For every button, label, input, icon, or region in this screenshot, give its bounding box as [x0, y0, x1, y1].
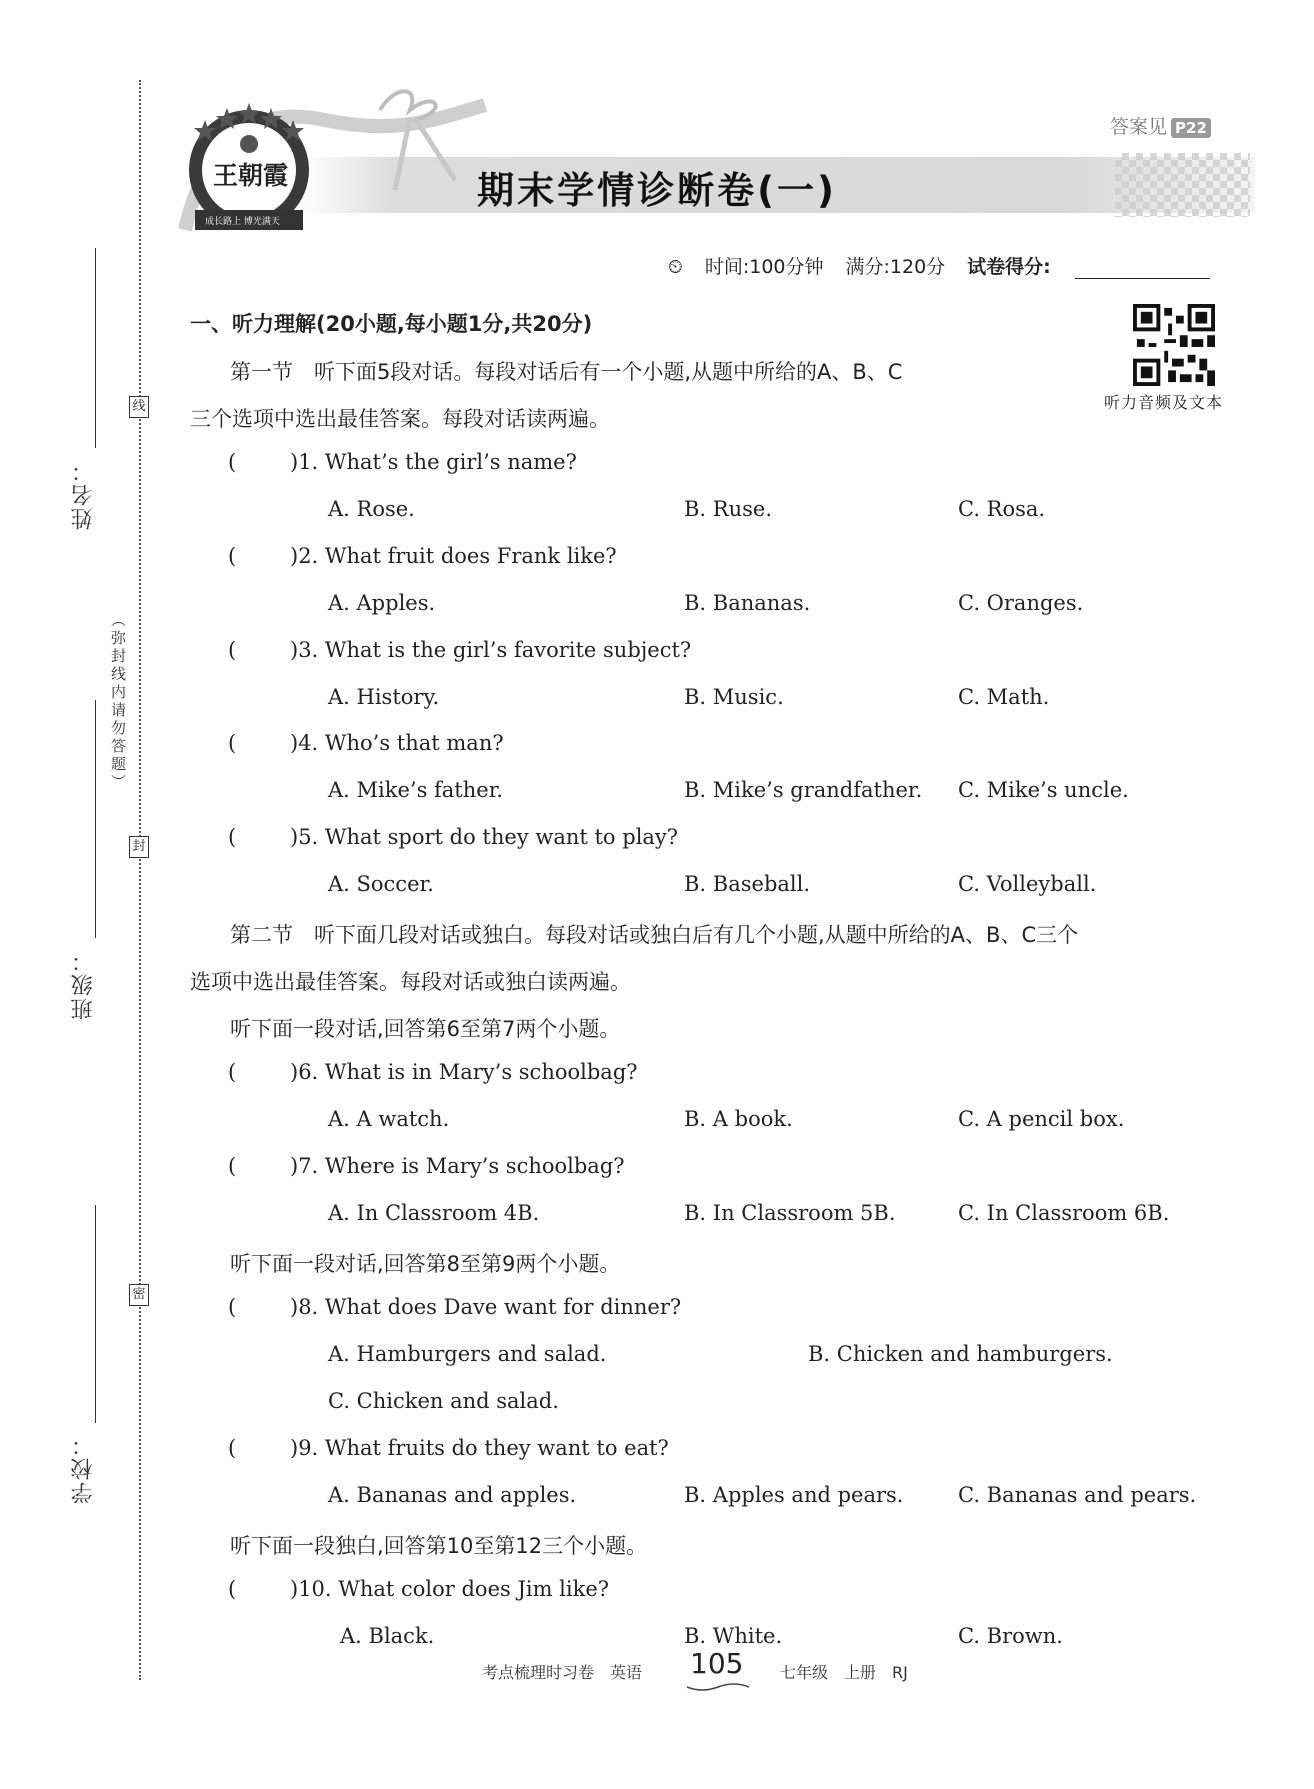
question-1: )1. What’s the girl’s name? [290, 450, 577, 474]
answer-paren[interactable]: ( [228, 638, 237, 662]
question-6: )6. What is in Mary’s schoolbag? [290, 1060, 638, 1084]
q9-option-a: A. Bananas and apples. [328, 1483, 577, 1507]
page-title: 期末学情诊断卷(一) [477, 169, 837, 212]
page-number: 105 [690, 1647, 744, 1680]
logo-slogan: 成长路上 博光满天 [205, 217, 280, 227]
answer-paren[interactable]: ( [228, 544, 237, 568]
question-10: )10. What color does Jim like? [290, 1577, 610, 1601]
margin-marker-secret: 密 [129, 1284, 149, 1306]
question-3: )3. What is the girl’s favorite subject? [290, 638, 692, 662]
school-line [95, 1205, 96, 1423]
instruction-q8-q9: 听下面一段对话,回答第8至第9两个小题。 [230, 1252, 621, 1276]
q5-option-c: C. Volleyball. [958, 872, 1097, 896]
q10-option-a: A. Black. [340, 1624, 435, 1648]
q6-option-c: C. A pencil box. [958, 1107, 1125, 1131]
part2-instruction-line2: 选项中选出最佳答案。每段对话或独白读两遍。 [190, 970, 631, 994]
answer-paren[interactable]: ( [228, 1436, 237, 1460]
q6-option-a: A. A watch. [328, 1107, 450, 1131]
margin-marker-line: 线 [129, 396, 149, 418]
q2-option-c: C. Oranges. [958, 591, 1084, 615]
answer-page-badge: P22 [1171, 118, 1211, 138]
question-5: )5. What sport do they want to play? [290, 825, 679, 849]
part1-instruction-line1: 第一节 听下面5段对话。每段对话后有一个小题,从题中所给的A、B、C [230, 360, 903, 384]
q5-option-b: B. Baseball. [684, 872, 811, 896]
score-blank[interactable] [1075, 258, 1210, 279]
answer-paren[interactable]: ( [228, 1060, 237, 1084]
q7-option-b: B. In Classroom 5B. [684, 1201, 896, 1225]
answer-reference [1110, 112, 1211, 139]
footer-right: 七年级 上册 RJ [780, 1663, 908, 1682]
question-4: )4. Who’s that man? [290, 731, 504, 755]
score-label: 试卷得分: [967, 256, 1051, 278]
q10-option-b: B. White. [684, 1624, 783, 1648]
q8-option-a: A. Hamburgers and salad. [328, 1342, 607, 1366]
q9-option-c: C. Bananas and pears. [958, 1483, 1197, 1507]
q3-option-a: A. History. [328, 685, 440, 709]
answer-paren[interactable]: ( [228, 825, 237, 849]
q4-option-c: C. Mike’s uncle. [958, 778, 1129, 802]
q3-option-c: C. Math. [958, 685, 1050, 709]
answer-paren[interactable]: ( [228, 1154, 237, 1178]
q1-option-b: B. Ruse. [684, 497, 772, 521]
q7-option-c: C. In Classroom 6B. [958, 1201, 1170, 1225]
answer-paren[interactable]: ( [228, 450, 237, 474]
full-score-info: 满分:120分 [845, 256, 946, 278]
margin-marker-seal: 封 [129, 836, 149, 858]
q10-option-c: C. Brown. [958, 1624, 1063, 1648]
time-info: 时间:100分钟 [704, 256, 824, 278]
q8-option-c: C. Chicken and salad. [328, 1389, 559, 1413]
answer-paren[interactable]: ( [228, 1295, 237, 1319]
instruction-q10-q12: 听下面一段独白,回答第10至第12三个小题。 [230, 1534, 648, 1558]
q4-option-a: A. Mike’s father. [328, 778, 504, 802]
q2-option-b: B. Bananas. [684, 591, 811, 615]
part2-instruction-line1: 第二节 听下面几段对话或独白。每段对话或独白后有几个小题,从题中所给的A、B、C三个 [230, 923, 1079, 947]
qr-caption: 听力音频及文本 [1104, 393, 1224, 412]
logo-name: 王朝霞 [213, 161, 289, 190]
q4-option-b: B. Mike’s grandfather. [684, 778, 923, 802]
name-line [95, 248, 96, 448]
name-label: 姓名： [71, 458, 96, 530]
answer-reference-label: 答案见 [1110, 116, 1168, 138]
page-number-underline [685, 1683, 751, 1693]
class-line [95, 700, 96, 938]
q7-option-a: A. In Classroom 4B. [328, 1201, 540, 1225]
q1-option-a: A. Rose. [328, 497, 415, 521]
qr-code-icon[interactable] [1133, 304, 1215, 386]
q2-option-a: A. Apples. [328, 591, 436, 615]
part1-instruction-line2: 三个选项中选出最佳答案。每段对话读两遍。 [190, 407, 610, 431]
binding-dotted-line [139, 80, 141, 1680]
footer-left: 考点梳理时习卷 英语 [482, 1663, 643, 1682]
question-8: )8. What does Dave want for dinner? [290, 1295, 682, 1319]
clock-icon: ⏲ [668, 256, 683, 278]
answer-paren[interactable]: ( [228, 731, 237, 755]
section1-heading: 一、听力理解(20小题,每小题1分,共20分) [190, 312, 593, 336]
instruction-q6-q7: 听下面一段对话,回答第6至第7两个小题。 [230, 1017, 621, 1041]
q9-option-b: B. Apples and pears. [684, 1483, 904, 1507]
seal-note: （弥封线内请勿答题） [109, 612, 127, 792]
answer-paren[interactable]: ( [228, 1577, 237, 1601]
question-9: )9. What fruits do they want to eat? [290, 1436, 669, 1460]
q1-option-c: C. Rosa. [958, 497, 1046, 521]
q6-option-b: B. A book. [684, 1107, 793, 1131]
class-label: 班级： [71, 948, 96, 1020]
q5-option-a: A. Soccer. [328, 872, 434, 896]
q8-option-b: B. Chicken and hamburgers. [808, 1342, 1113, 1366]
q3-option-b: B. Music. [684, 685, 784, 709]
exam-info [668, 252, 1232, 279]
question-7: )7. Where is Mary’s schoolbag? [290, 1154, 625, 1178]
school-label: 学校： [71, 1432, 96, 1504]
question-2: )2. What fruit does Frank like? [290, 544, 617, 568]
